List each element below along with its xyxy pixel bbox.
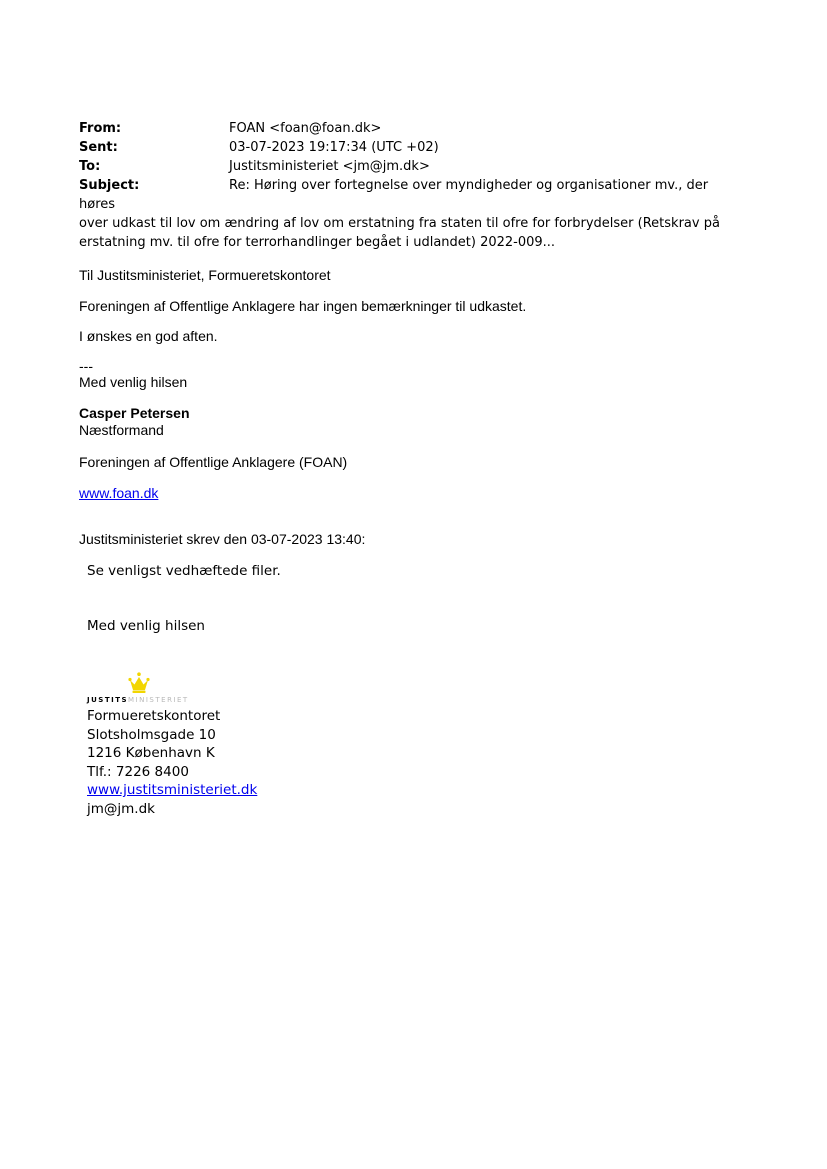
sender-title: Næstformand <box>79 422 164 438</box>
sent-label: Sent: <box>79 140 118 155</box>
subject-line-2-row <box>79 214 739 233</box>
ministry-website-row <box>87 781 257 800</box>
email-header <box>79 119 739 252</box>
reply-line-2: I ønskes en god aften. <box>79 328 218 344</box>
ministry-website-link[interactable]: www.justitsministeriet.dk <box>87 782 258 798</box>
phone-number: Tlf.: 7226 8400 <box>87 763 189 780</box>
reply-line-1: Foreningen af Offentlige Anklagere har ingen bemærkninger til udkastet. <box>79 298 527 314</box>
email-address: jm@jm.dk <box>87 800 155 817</box>
subject-line-3: erstatning mv. til ofre for terrorhandlinger begået i udlandet) 2022-009... <box>79 235 556 250</box>
closing: Med venlig hilsen <box>79 374 188 390</box>
subject-line-2: over udkast til lov om ændring af lov om erstatning fra staten til ofre for forbrydelser (Retskrav på <box>79 216 720 231</box>
to-value: Justitsministeriet <jm@jm.dk> <box>229 159 430 174</box>
quoted-closing: Med venlig hilsen <box>87 618 205 634</box>
greeting: Til Justitsministeriet, Formueretskontoret <box>79 267 331 283</box>
ministry-logo <box>87 670 207 706</box>
sender-name: Casper Petersen <box>79 405 190 421</box>
website-link-row <box>79 485 158 501</box>
sent-row <box>79 138 739 157</box>
street-address: Slotsholmsgade 10 <box>87 726 216 743</box>
quoted-line-1: Se venligst vedhæftede filer. <box>87 563 281 579</box>
logo-text-ministeriet: MINISTERIET <box>128 696 189 704</box>
logo-text-justits: JUSTITS <box>87 696 129 704</box>
website-link[interactable]: www.foan.dk <box>79 485 159 501</box>
subject-line-1: Re: Høring over fortegnelse over myndigheder og organisationer mv., der høres <box>79 178 709 212</box>
from-row <box>79 119 739 138</box>
logo-wordmark <box>87 696 189 704</box>
office-name: Formueretskontoret <box>87 708 221 724</box>
from-value: FOAN <foan@foan.dk> <box>229 121 382 136</box>
from-label: From: <box>79 121 122 136</box>
city-address: 1216 København K <box>87 745 215 761</box>
subject-row <box>79 176 739 214</box>
to-label: To: <box>79 159 101 174</box>
sent-value: 03-07-2023 19:17:34 (UTC +02) <box>229 140 439 155</box>
quote-intro: Justitsministeriet skrev den 03-07-2023 13:40: <box>79 531 366 547</box>
subject-label: Subject: <box>79 178 140 193</box>
subject-line-3-row <box>79 233 739 252</box>
organization: Foreningen af Offentlige Anklagere (FOAN) <box>79 454 348 470</box>
separator: --- <box>79 358 93 374</box>
to-row <box>79 157 739 176</box>
